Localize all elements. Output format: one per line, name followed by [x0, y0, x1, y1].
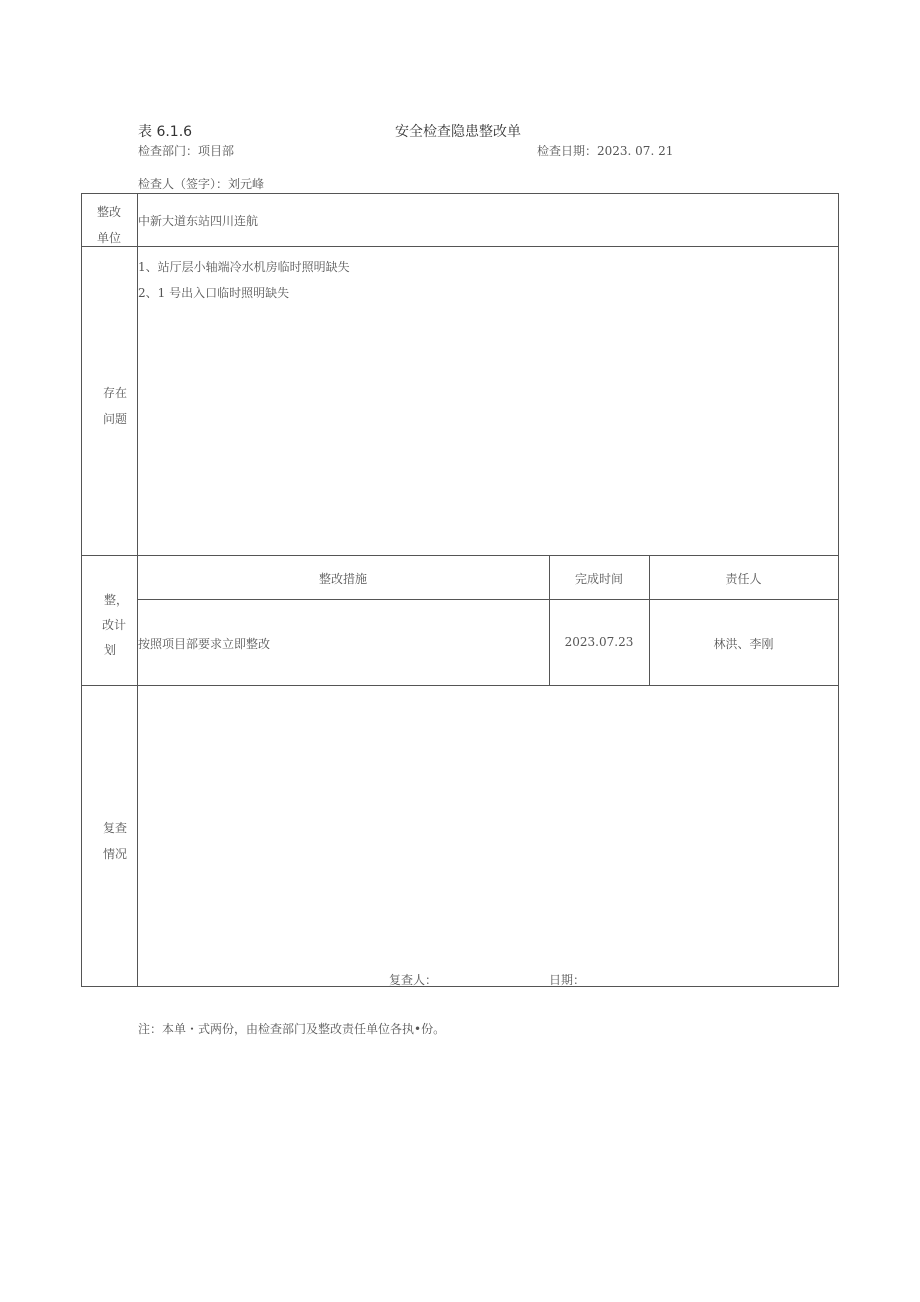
row-divider [81, 555, 839, 556]
footer-note: 注：本单・式两份，由检查部门及整改责任单位各执•份。 [138, 1022, 446, 1036]
table-number: 表 6.1.6 [138, 124, 193, 140]
review-label: 复查 [103, 821, 128, 835]
unit-label: 整改 [97, 205, 122, 219]
inspection-date: 检查日期：2023. 07. 21 [537, 144, 674, 158]
table-border-right [838, 193, 839, 986]
column-header-responsible-person: 责任人 [725, 572, 762, 586]
table-border-top [81, 193, 839, 194]
table-border-bottom [81, 986, 839, 987]
problems-label: 问题 [103, 412, 128, 426]
table-border-left [81, 193, 82, 986]
plan-completion-time-value: 2023.07.23 [564, 635, 634, 649]
plan-label: 划 [104, 643, 117, 657]
plan-label: 整， [104, 593, 129, 607]
column-divider [137, 193, 138, 986]
problems-label: 存在 [103, 386, 128, 400]
row-divider [81, 246, 839, 247]
column-header-measures: 整改措施 [318, 572, 367, 586]
page-title: 安全检查隐患整改单 [395, 124, 521, 140]
column-header-completion-time: 完成时间 [574, 572, 623, 586]
review-label: 情况 [103, 847, 128, 861]
unit-value: 中新大道东站四川连航 [138, 214, 259, 228]
reviewer-label: 复查人： [389, 973, 438, 987]
problem-item: 2、1 号出入口临时照明缺失 [138, 286, 290, 300]
inspection-department: 检查部门：项目部 [138, 144, 235, 158]
plan-responsible-person-value: 林洪、李刚 [713, 637, 774, 651]
plan-label: 改计 [102, 618, 127, 632]
review-date-label: 日期： [549, 973, 586, 987]
row-divider [81, 685, 839, 686]
row-divider [137, 599, 839, 600]
unit-label: 单位 [97, 231, 122, 245]
inspector-signature: 检查人（签字）：刘元峰 [138, 177, 265, 191]
plan-measures-value: 按照项目部要求立即整改 [138, 637, 271, 651]
problem-item: 1、站厅层小轴端冷水机房临时照明缺失 [138, 260, 350, 274]
